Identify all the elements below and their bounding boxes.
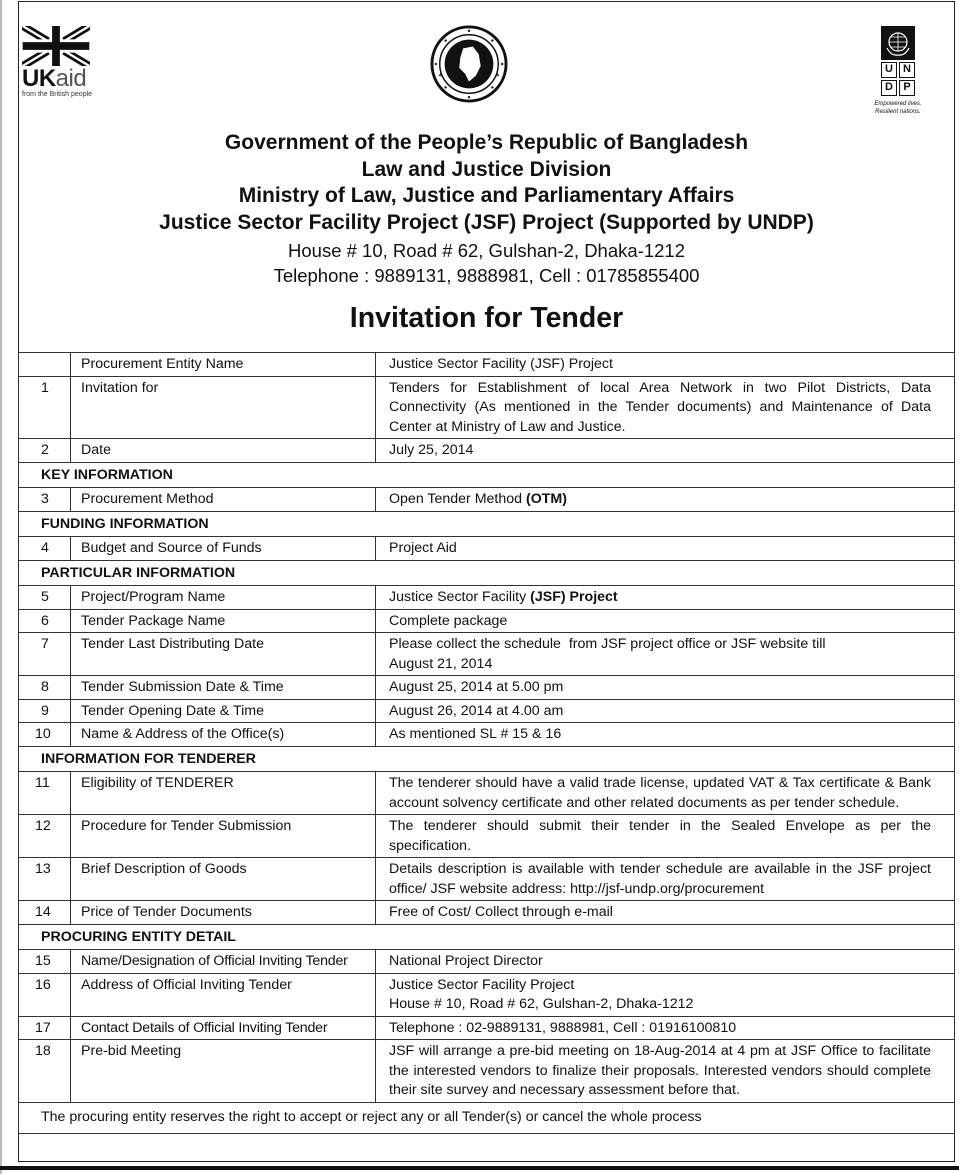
section-header [19,746,955,772]
row-value: July 25, 2014 [376,439,955,463]
table-row [19,537,955,561]
row-number: 5 [19,586,71,610]
row-label: Procurement Entity Name [71,353,376,377]
row-value: As mentioned SL # 15 & 16 [376,723,955,747]
table-row [19,376,955,439]
section-header [19,462,955,488]
row-value: Free of Cost/ Collect through e-mail [376,901,955,925]
bottom-rule [0,1166,959,1170]
row-label: Eligibility of TENDERER [71,772,376,815]
un-emblem-icon [881,26,915,60]
row-value: Open Tender Method (OTM) [376,488,955,512]
row-label: Invitation for [71,376,376,439]
section-title: PARTICULAR INFORMATION [19,560,955,586]
table-row [19,488,955,512]
row-number: 15 [19,950,71,974]
row-number: 1 [19,376,71,439]
ukaid-wordmark: UKaid [22,65,87,92]
table-row [19,723,955,747]
row-label: Name/Designation of Official Inviting Tender [71,950,376,974]
row-label: Name & Address of the Office(s) [71,723,376,747]
row-label: Procurement Method [71,488,376,512]
table-row [19,858,955,901]
table-row [19,353,955,377]
row-label: Tender Opening Date & Time [71,699,376,723]
section-title: PROCURING ENTITY DETAIL [19,924,955,950]
row-number: 3 [19,488,71,512]
row-value: Telephone : 02-9889131, 9888981, Cell : 01916100810 [376,1016,955,1040]
row-number: 13 [19,858,71,901]
row-value: Details description is available with tender schedule are available in the JSF project office/ JSF website address: http://jsf-undp.org/procurement [376,858,955,901]
row-number: 18 [19,1040,71,1103]
row-number: 14 [19,901,71,925]
row-number: 12 [19,815,71,858]
row-label: Procedure for Tender Submission [71,815,376,858]
project-heading: Justice Sector Facility Project (JSF) Project (Supported by UNDP) [159,210,814,234]
ministry-heading: Ministry of Law, Justice and Parliamentary Affairs [238,184,735,207]
scan-edge [0,0,2,1174]
row-value: Complete package [376,609,955,633]
row-label: Brief Description of Goods [71,858,376,901]
table-row [19,815,955,858]
row-label: Project/Program Name [71,586,376,610]
row-value: Project Aid [376,537,955,561]
row-label: Price of Tender Documents [71,901,376,925]
row-value: August 26, 2014 at 4.00 am [376,699,955,723]
table-row [19,699,955,723]
government-heading: Government of the People’s Republic of Bangladesh [224,131,749,154]
row-number: 17 [19,1016,71,1040]
row-value: Justice Sector Facility Project House # 10, Road # 62, Gulshan-2, Dhaka-1212 [376,973,955,1016]
row-number: 11 [19,772,71,815]
undp-wordmark: U N D P [881,62,915,96]
row-label: Tender Package Name [71,609,376,633]
table-row [19,973,955,1016]
table-row [19,901,955,925]
row-value: The tenderer should have a valid trade license, updated VAT & Tax certificate & Bank account solvency certificate and other related documents as per tender schedule. [376,772,955,815]
office-telephone: Telephone : 9889131, 9888981, Cell : 01785855400 [273,265,700,286]
section-header [19,924,955,950]
tender-table [18,352,955,1134]
section-title: FUNDING INFORMATION [19,511,955,537]
row-number: 7 [19,633,71,676]
row-label: Contact Details of Official Inviting Tender [71,1016,376,1040]
row-number: 4 [19,537,71,561]
row-number: 6 [19,609,71,633]
row-value: Please collect the schedule from JSF project office or JSF website till August 21, 2014 [376,633,955,676]
table-row [19,586,955,610]
table-row [19,1016,955,1040]
division-heading: Law and Justice Division [361,157,612,181]
section-title: INFORMATION FOR TENDERER [19,746,955,772]
union-jack-icon [22,26,90,66]
table-row [19,609,955,633]
row-number [19,353,71,377]
row-number: 9 [19,699,71,723]
table-row [19,439,955,463]
footer-note: The procuring entity reserves the right to accept or reject any or all Tender(s) or cancel the whole process [19,1102,955,1134]
office-address: House # 10, Road # 62, Gulshan-2, Dhaka-1212 [288,240,685,261]
row-label: Pre-bid Meeting [71,1040,376,1103]
footer-note-row [19,1102,955,1134]
table-row [19,676,955,700]
table-row [19,950,955,974]
section-title: KEY INFORMATION [19,462,955,488]
undp-slogan: Empowered lives. Resilient nations. [874,101,922,115]
row-value: Justice Sector Facility (JSF) Project [376,353,955,377]
row-number: 2 [19,439,71,463]
table-row [19,1040,955,1103]
bangladesh-seal-icon [430,25,508,103]
section-header [19,560,955,586]
row-number: 16 [19,973,71,1016]
undp-logo [862,26,934,116]
row-label: Date [71,439,376,463]
row-value: The tenderer should submit their tender in the Sealed Envelope as per the specification. [376,815,955,858]
ukaid-logo [22,26,122,98]
ukaid-tagline: from the British people [22,91,93,98]
page-title: Invitation for Tender [349,302,624,334]
row-number: 10 [19,723,71,747]
row-value: National Project Director [376,950,955,974]
row-label: Budget and Source of Funds [71,537,376,561]
row-label: Tender Submission Date & Time [71,676,376,700]
row-value: August 25, 2014 at 5.00 pm [376,676,955,700]
table-row [19,772,955,815]
row-number: 8 [19,676,71,700]
row-label: Address of Official Inviting Tender [71,973,376,1016]
row-value: JSF will arrange a pre-bid meeting on 18-Aug-2014 at 4 pm at JSF Office to facilitate the interested vendors to finalize their proposals. Interested vendors should complete their site survey and necessary assessment before that. [376,1040,955,1103]
row-value: Tenders for Establishment of local Area Network in two Pilot Districts, Data Connectivity (As mentioned in the Tender documents) and Maintenance of Data Center at Ministry of Law and Justice. [376,376,955,439]
notice-header [18,130,955,336]
section-header [19,511,955,537]
table-row [19,633,955,676]
row-label: Tender Last Distributing Date [71,633,376,676]
row-value: Justice Sector Facility (JSF) Project [376,586,955,610]
